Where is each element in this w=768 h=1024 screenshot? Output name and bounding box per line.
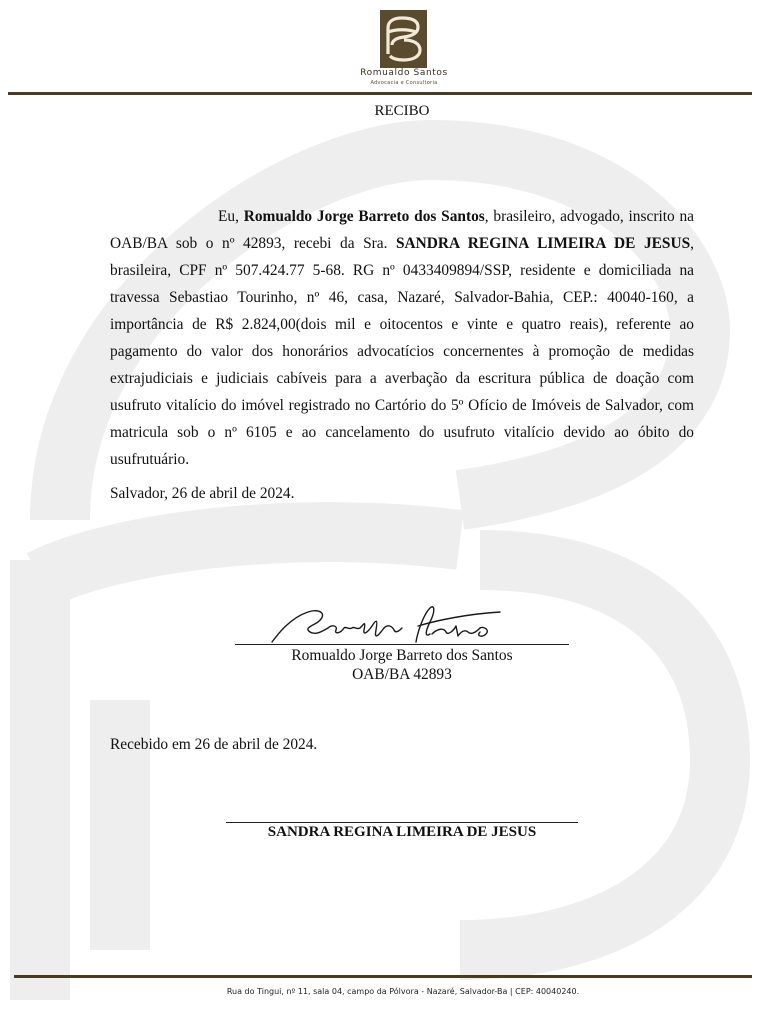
signer-oab: OAB/BA 42893 [352, 666, 452, 683]
document-title: RECIBO [374, 103, 430, 119]
recipient-signature-line [226, 822, 578, 823]
paragraph-intro: Eu, [218, 208, 244, 225]
footer-divider [14, 975, 752, 978]
footer-address: Rua do Tingui, nº 11, sala 04, campo da Pólvora - Nazaré, Salvador-Ba | CEP: 40040240. [226, 987, 580, 996]
place-date: Salvador, 26 de abril de 2024. [110, 485, 295, 502]
client-name: SANDRA REGINA LIMEIRA DE JESUS [395, 235, 691, 252]
logo-subtitle: Advocacia e Consultoria [370, 80, 438, 86]
handwritten-signature [268, 600, 508, 650]
brand-logo [380, 10, 427, 68]
received-date: Recebido em 26 de abril de 2024. [110, 736, 318, 753]
lawyer-name: Romualdo Jorge Barreto dos Santos [243, 208, 485, 225]
logo-name: Romualdo Santos [360, 68, 448, 78]
recipient-name: SANDRA REGINA LIMEIRA DE JESUS [267, 824, 537, 840]
rs-monogram-icon [380, 10, 427, 68]
signer-name: Romualdo Jorge Barreto dos Santos [291, 647, 513, 664]
header-divider [8, 92, 752, 95]
paragraph-part-2: , brasileira, CPF nº 507.424.77 5-68. RG nº 0433409894/SSP, residente e domiciliada na travessa Sebastiao Tourinho, nº 46, casa, Nazaré, Salvador-Bahia, CEP.: 40040-160, a importância de R$ 2.824,00(dois mil e oitocentos e vinte e quatro reais), referente ao pagamento do valor dos honorários advocatícios concernentes à promoção de medidas extrajudiciais e judiciais cabíveis para a averbação da escritura pública de doação com usufruto vitalício do imóvel registrado no Cartório do 5º Ofício de Imóveis de Salvador, com matricula sob o nº 6105 e ao cancelamento do usufruto vitalício devido ao óbito do usufrutuário. [110, 235, 694, 468]
signature-line [235, 644, 569, 645]
paragraph-part-1: , brasileiro, advogado, inscrito na OAB/BA sob o nº 42893, recebi da Sra. [110, 208, 694, 252]
receipt-paragraph [110, 203, 694, 473]
